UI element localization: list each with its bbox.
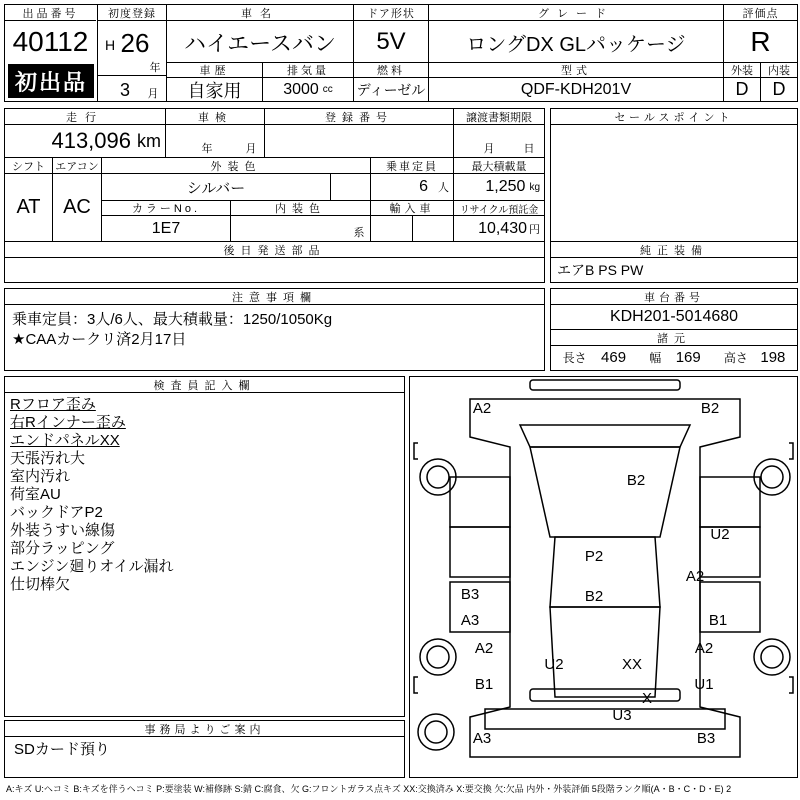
displacement-cell [263, 78, 353, 101]
capacity: 6 [419, 178, 428, 195]
ac-label: エアコン [55, 160, 99, 173]
damage-mark: B2 [626, 472, 646, 489]
width-label: 幅 [649, 351, 662, 365]
inspection-month-unit: 月 [245, 143, 257, 155]
inspector-line: 仕切棒欠 [10, 576, 71, 593]
lot-number: 40112 [12, 26, 89, 57]
int-color-label: 内装色 [275, 203, 326, 215]
color-no-label: カラーNo. [131, 203, 201, 215]
reg-no-label: 登録番号 [325, 111, 393, 124]
damage-mark: XX [621, 656, 643, 673]
chassis-number: KDH201-5014680 [609, 308, 739, 325]
inspection-label: 車検 [198, 111, 232, 124]
damage-mark: B2 [584, 588, 604, 605]
score-label: 評価点 [724, 5, 797, 21]
transfer-month-unit: 月 [483, 143, 495, 155]
fuel: ディーゼル [356, 81, 426, 98]
inspector-line: 室内汚れ [10, 468, 71, 485]
max-load-cell [454, 174, 544, 200]
length-label: 長さ [562, 351, 587, 365]
inspection-year-unit: 年 [201, 143, 213, 155]
chassis-label: 車台番号 [644, 291, 704, 304]
door-type: 5V [376, 28, 406, 55]
interior-grade: D [772, 79, 786, 99]
shift-label: シフト [12, 160, 45, 173]
fuel-label: 燃料 [377, 65, 405, 77]
damage-mark: X [641, 690, 653, 707]
inspector-line: 荷室AU [10, 486, 61, 503]
import-label: 輸入車 [389, 203, 435, 215]
damage-mark: P2 [584, 548, 604, 565]
height: 198 [760, 349, 786, 366]
genuine-label: 純正装備 [640, 244, 708, 257]
length: 469 [601, 349, 627, 366]
recycle-label: リサイクル預託金 [459, 204, 539, 215]
recycle: 10,430 [478, 219, 527, 237]
damage-mark: B1 [708, 612, 728, 629]
grade: ロングDX GLパッケージ [466, 33, 686, 56]
mileage-label: 走行 [66, 111, 104, 124]
height-label: 高さ [723, 351, 748, 365]
inspector-line: 天張汚れ大 [10, 450, 86, 467]
transfer-label: 譲渡書類期限 [466, 111, 532, 124]
office-label: 事務局よりご案内 [144, 723, 265, 736]
displacement-unit: cc [322, 84, 333, 95]
damage-mark: B3 [460, 586, 480, 603]
later-parts-label: 後日発送部品 [223, 244, 326, 257]
damage-mark: U1 [694, 676, 714, 693]
shift: AT [16, 196, 41, 218]
color-no: 1E7 [151, 219, 181, 237]
era: H [104, 37, 116, 53]
capacity-label: 乗車定員 [386, 160, 438, 173]
damage-mark: A2 [472, 400, 492, 417]
exterior-label: 外装 [731, 65, 753, 77]
damage-mark: B2 [700, 400, 720, 417]
mileage: 413,096 [51, 128, 131, 153]
office-text: SDカード預り [14, 740, 110, 758]
ext-color-label: 外装色 [210, 160, 262, 173]
damage-mark: A2 [474, 640, 494, 657]
model: QDF-KDH201V [520, 80, 632, 98]
damage-mark: A3 [472, 730, 492, 747]
first-reg-month: 3 [119, 80, 130, 100]
inspector-line: エンジン廻りオイル漏れ [10, 558, 174, 575]
inspector-line: エンドパネルXX [10, 432, 120, 449]
first-reg-year: 26 [120, 27, 150, 58]
inspector-line: 右Rインナー歪み [10, 414, 126, 431]
int-color-unit: 系 [353, 227, 365, 239]
max-load-unit: kg [529, 181, 540, 193]
damage-mark: A2 [685, 568, 705, 585]
name-label: 車名 [167, 5, 353, 21]
inspector-line: 部分ラッピング [10, 540, 115, 557]
damage-mark: U2 [544, 656, 564, 673]
capacity-cell [371, 174, 453, 200]
inspector-line: バックドアP2 [10, 504, 103, 521]
score: R [750, 26, 771, 57]
width: 169 [675, 349, 701, 366]
year-unit: 年 [149, 62, 161, 74]
damage-mark: A2 [694, 640, 714, 657]
inspector-line: 外装うすい線傷 [10, 522, 116, 539]
inspector-line: Rフロア歪み [10, 396, 96, 413]
damage-mark: B1 [474, 676, 494, 693]
car-diagram-svg [410, 377, 797, 777]
note-line: 乗車定員：3人/6人、最大積載量：1250/1050Kg [12, 310, 333, 328]
car-name: ハイエースバン [183, 30, 337, 56]
recycle-unit: 円 [529, 223, 540, 236]
first-listing-badge: 初出品 [8, 64, 94, 98]
sales-point-label: セールスポイント [614, 111, 734, 124]
capacity-unit: 人 [438, 182, 449, 194]
damage-mark: B3 [696, 730, 716, 747]
legend: A:キズ U:ヘコミ B:キズを伴うヘコミ P:要塗装 W:補修跡 S:錆 C:腐食、欠 G:フロントガラス点キズ XX:交換済み X:要交換 欠:欠品 内外・外装評価 5段階ランク順(A・B・C・D・E) 2 [6, 783, 732, 794]
note-line: ★CAAカークリ済2月17日 [12, 330, 187, 348]
damage-diagram [409, 376, 798, 778]
mileage-cell [5, 125, 165, 157]
ext-color: シルバー [186, 179, 246, 197]
first-reg-label: 初度登録 [98, 5, 166, 21]
dims-row [551, 346, 797, 370]
mileage-unit: km [137, 130, 161, 151]
spec-label: 諸元 [657, 332, 691, 345]
inspector-label: 検査員記入欄 [153, 379, 256, 392]
displacement-label: 排気量 [287, 65, 329, 77]
history-label: 車歴 [199, 65, 230, 77]
notes-label: 注意事項欄 [232, 291, 317, 304]
genuine-equipment: エアB PS PW [557, 262, 644, 278]
damage-mark: U2 [710, 526, 730, 543]
damage-mark: U3 [612, 707, 632, 724]
aircon: AC [63, 196, 91, 218]
max-load-label: 最大積載量 [471, 160, 527, 173]
model-label: 型式 [561, 65, 591, 77]
max-load: 1,250 [485, 178, 526, 195]
recycle-cell [454, 216, 544, 241]
transfer-day-unit: 日 [523, 143, 535, 155]
interior-label: 内装 [768, 65, 790, 77]
lot-no-label: 出品番号 [5, 5, 96, 21]
grade-label: グレード [429, 5, 723, 21]
door-label: ドア形状 [354, 5, 428, 21]
month-unit: 月 [147, 88, 159, 100]
damage-mark: A3 [460, 612, 480, 629]
displacement: 3000 [283, 80, 319, 98]
exterior-grade: D [735, 79, 749, 99]
history: 自家用 [187, 80, 242, 101]
